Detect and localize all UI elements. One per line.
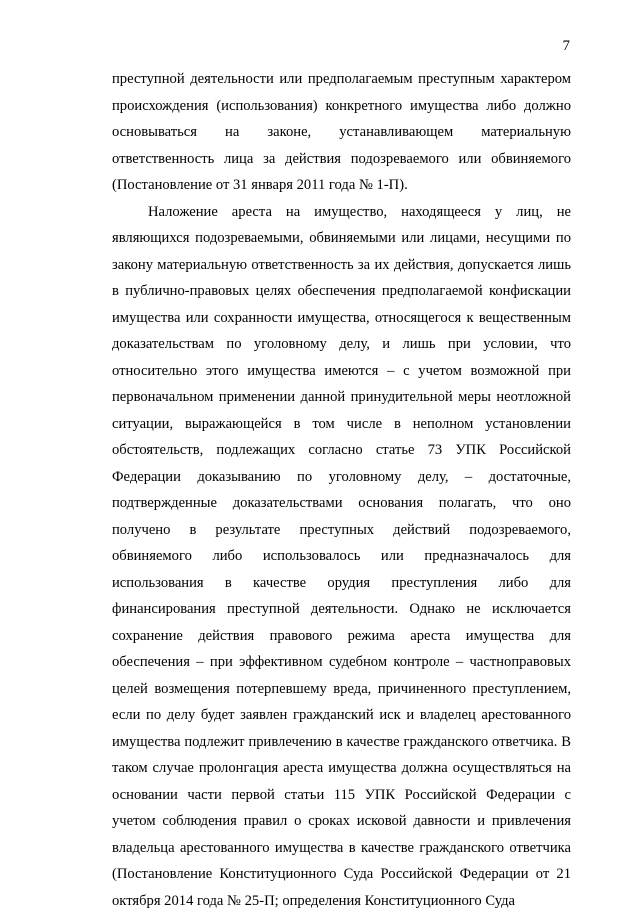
paragraph-continuation: преступной деятельности или предполагаемым преступным характером происхождения (использования) конкретного имущества либо должно основываться на законе, устанавливающем материальную ответственность лица за действия подозреваемого или обвиняемого (Постановление от 31 января 2011 года № 1-П). [112, 66, 571, 199]
document-body [112, 66, 571, 914]
paragraph-seizure-of-property: Наложение ареста на имущество, находящееся у лиц, не являющихся подозреваемыми, обвиняемыми или лицами, несущими по закону материальную ответственность за их действия, допускается лишь в публично-правовых целях обеспечения предполагаемой конфискации имущества или сохранности имущества, относящегося к вещественным доказательствам по уголовному делу, и лишь при условии, что относительно этого имущества имеются – с учетом возможной при первоначальном применении данной принудительной меры неотложной ситуации, выражающейся в том числе в неполном установлении обстоятельств, подлежащих согласно статье 73 УПК Российской Федерации доказыванию по уголовному делу, – достаточные, подтвержденные доказательствами основания полагать, что оно получено в результате преступных действий подозреваемого, обвиняемого либо использовалось или предназначалось для использования в качестве орудия преступления либо для финансирования преступной деятельности. Однако не исключается сохранение действия правового режима ареста имущества для обеспечения – при эффективном судебном контроле – частноправовых целей возмещения потерпевшему вреда, причиненного преступлением, если по делу будет заявлен гражданский иск и владелец арестованного имущества подлежит привлечению в качестве гражданского ответчика. В таком случае пролонгация ареста имущества должна осуществляться на основании части первой статьи 115 УПК Российской Федерации с учетом соблюдения правил о сроках исковой давности и привлечения владельца арестованного имущества в качестве гражданского ответчика (Постановление Конституционного Суда Российской Федерации от 21 октября 2014 года № 25-П; определения Конституционного Суда [112, 199, 571, 914]
page-number: 7 [563, 38, 571, 55]
